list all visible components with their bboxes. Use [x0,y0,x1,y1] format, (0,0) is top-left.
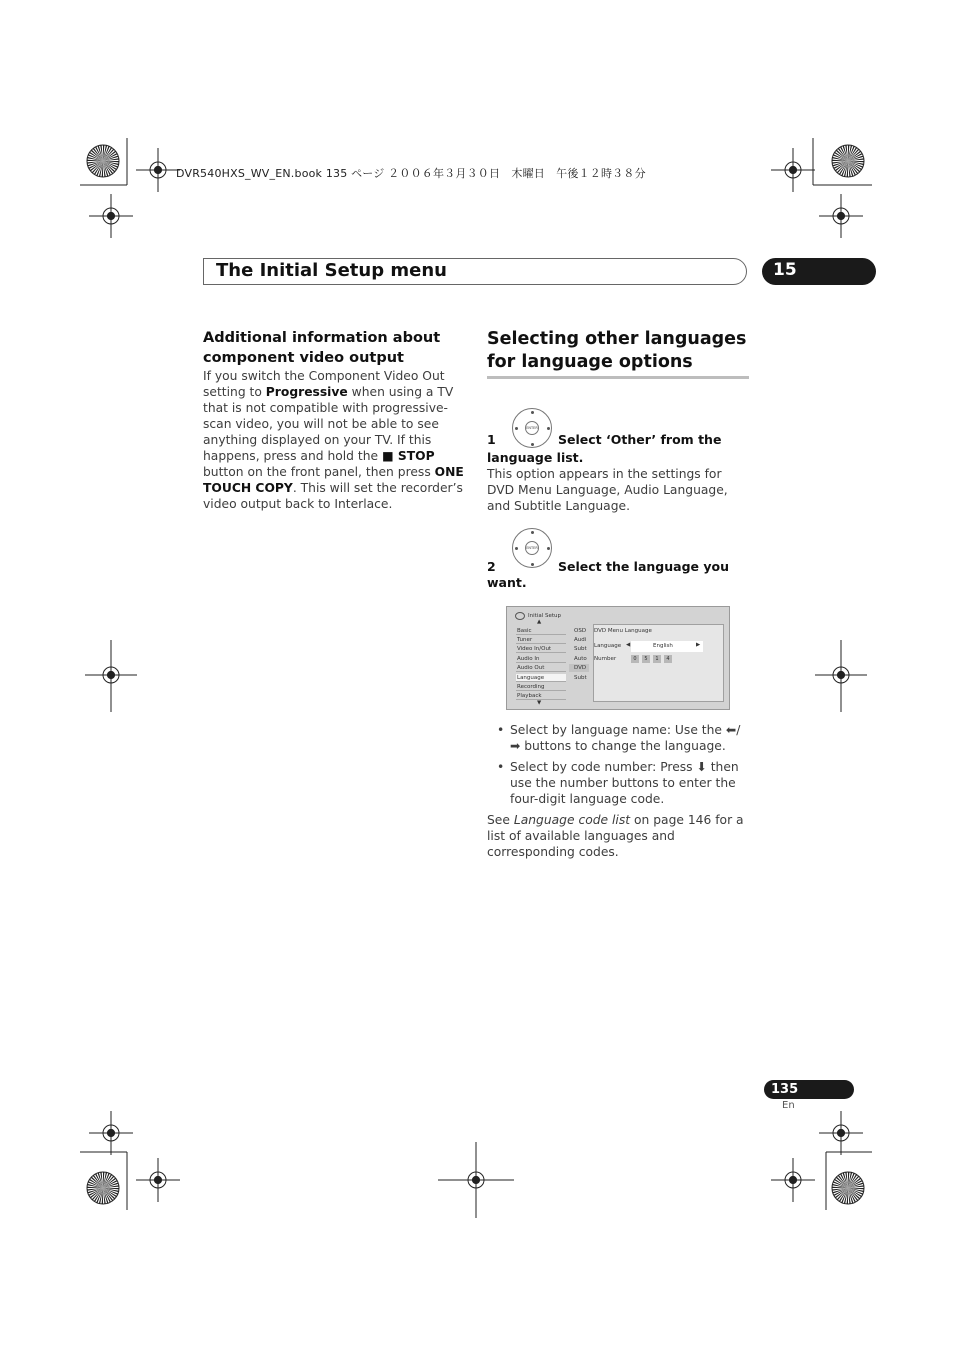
page-language: En [782,1100,795,1111]
scroll-down-icon: ▼ [537,700,542,706]
page-number-badge: 135 [764,1080,854,1099]
paragraph-text: . This will set the recorder’s video output back to Interlace. [203,481,463,511]
language-value: English [653,643,673,649]
submenu-item: Subt [574,646,587,652]
scroll-up-icon: ▲ [537,619,542,625]
print-header: DVR540HXS_WV_EN.book 135 ページ ２００６年３月３０日 木曜日 午後１２時３８分 [176,167,646,180]
step2-label-a: Select the language you [558,559,729,574]
menu-item: Audio In [516,655,566,663]
language-label: Language [594,643,622,649]
emphasis-text: ONE TOUCH COPY [203,465,464,495]
chapter-number-badge: 15 [762,258,876,285]
panel-title: DVD Menu Language [594,628,652,634]
step2-number: 2 [487,559,496,574]
step1-label-b: language list. [487,450,584,465]
menu-item: Language [516,674,566,682]
see-also: See Language code list on page 146 for a list of available languages and corresponding codes. [487,813,744,859]
disc-icon [515,612,525,620]
setup-screen-illustration [506,606,730,710]
enter-dial-icon [512,408,552,448]
emphasis-text: Progressive [265,385,348,399]
step1-description: This option appears in the settings for DVD Menu Language, Audio Language, and Subtitle Language. [487,467,728,513]
left-arrow-icon: ◀ [626,642,631,648]
submenu-item: Subt [574,675,587,681]
paragraph-text: button on the front panel, then press [203,465,435,479]
enter-label: ENTER [525,541,539,555]
submenu-item: OSD [574,628,587,634]
code-digit: 1 [653,655,661,663]
screen-title: Initial Setup [528,613,561,619]
left-heading: Additional information about component video output [203,330,441,366]
settings-panel [593,624,724,702]
menu-item: Audio Out [516,664,566,672]
number-label: Number [594,656,617,662]
section-rule [487,376,749,379]
menu-item: Playback [516,692,566,700]
menu-item: Video In/Out [516,645,566,653]
code-digit: 4 [664,655,672,663]
chapter-title: The Initial Setup menu [216,260,447,281]
see-also-link-text: Language code list [513,813,631,827]
enter-dial-icon [512,528,552,568]
paragraph-text: when using a TV that is not compatible with progressive-scan video, you will not be able to see anything displayed on your TV. If this happens, press and hold the [203,385,454,463]
step1-number: 1 [487,432,496,447]
right-arrow-icon: ▶ [696,642,701,648]
submenu-item: Auto [574,656,587,662]
menu-item: Recording [516,683,566,691]
step2-label-b: want. [487,575,527,590]
emphasis-text: ■ STOP [381,449,435,463]
section-heading: Selecting other languages for language options [487,329,747,372]
code-digit: 5 [642,655,650,663]
step1-label-a: Select ‘Other’ from the [558,432,722,447]
code-digit: 0 [631,655,639,663]
menu-item: Basic [516,627,566,635]
menu-item: Tuner [516,636,566,644]
submenu-item: Audi [574,637,587,643]
enter-label: ENTER [525,421,539,435]
left-paragraph [203,368,465,512]
paragraph-text: If you switch the Component Video Out setting to [203,369,445,399]
submenu-item: DVD [569,664,589,672]
